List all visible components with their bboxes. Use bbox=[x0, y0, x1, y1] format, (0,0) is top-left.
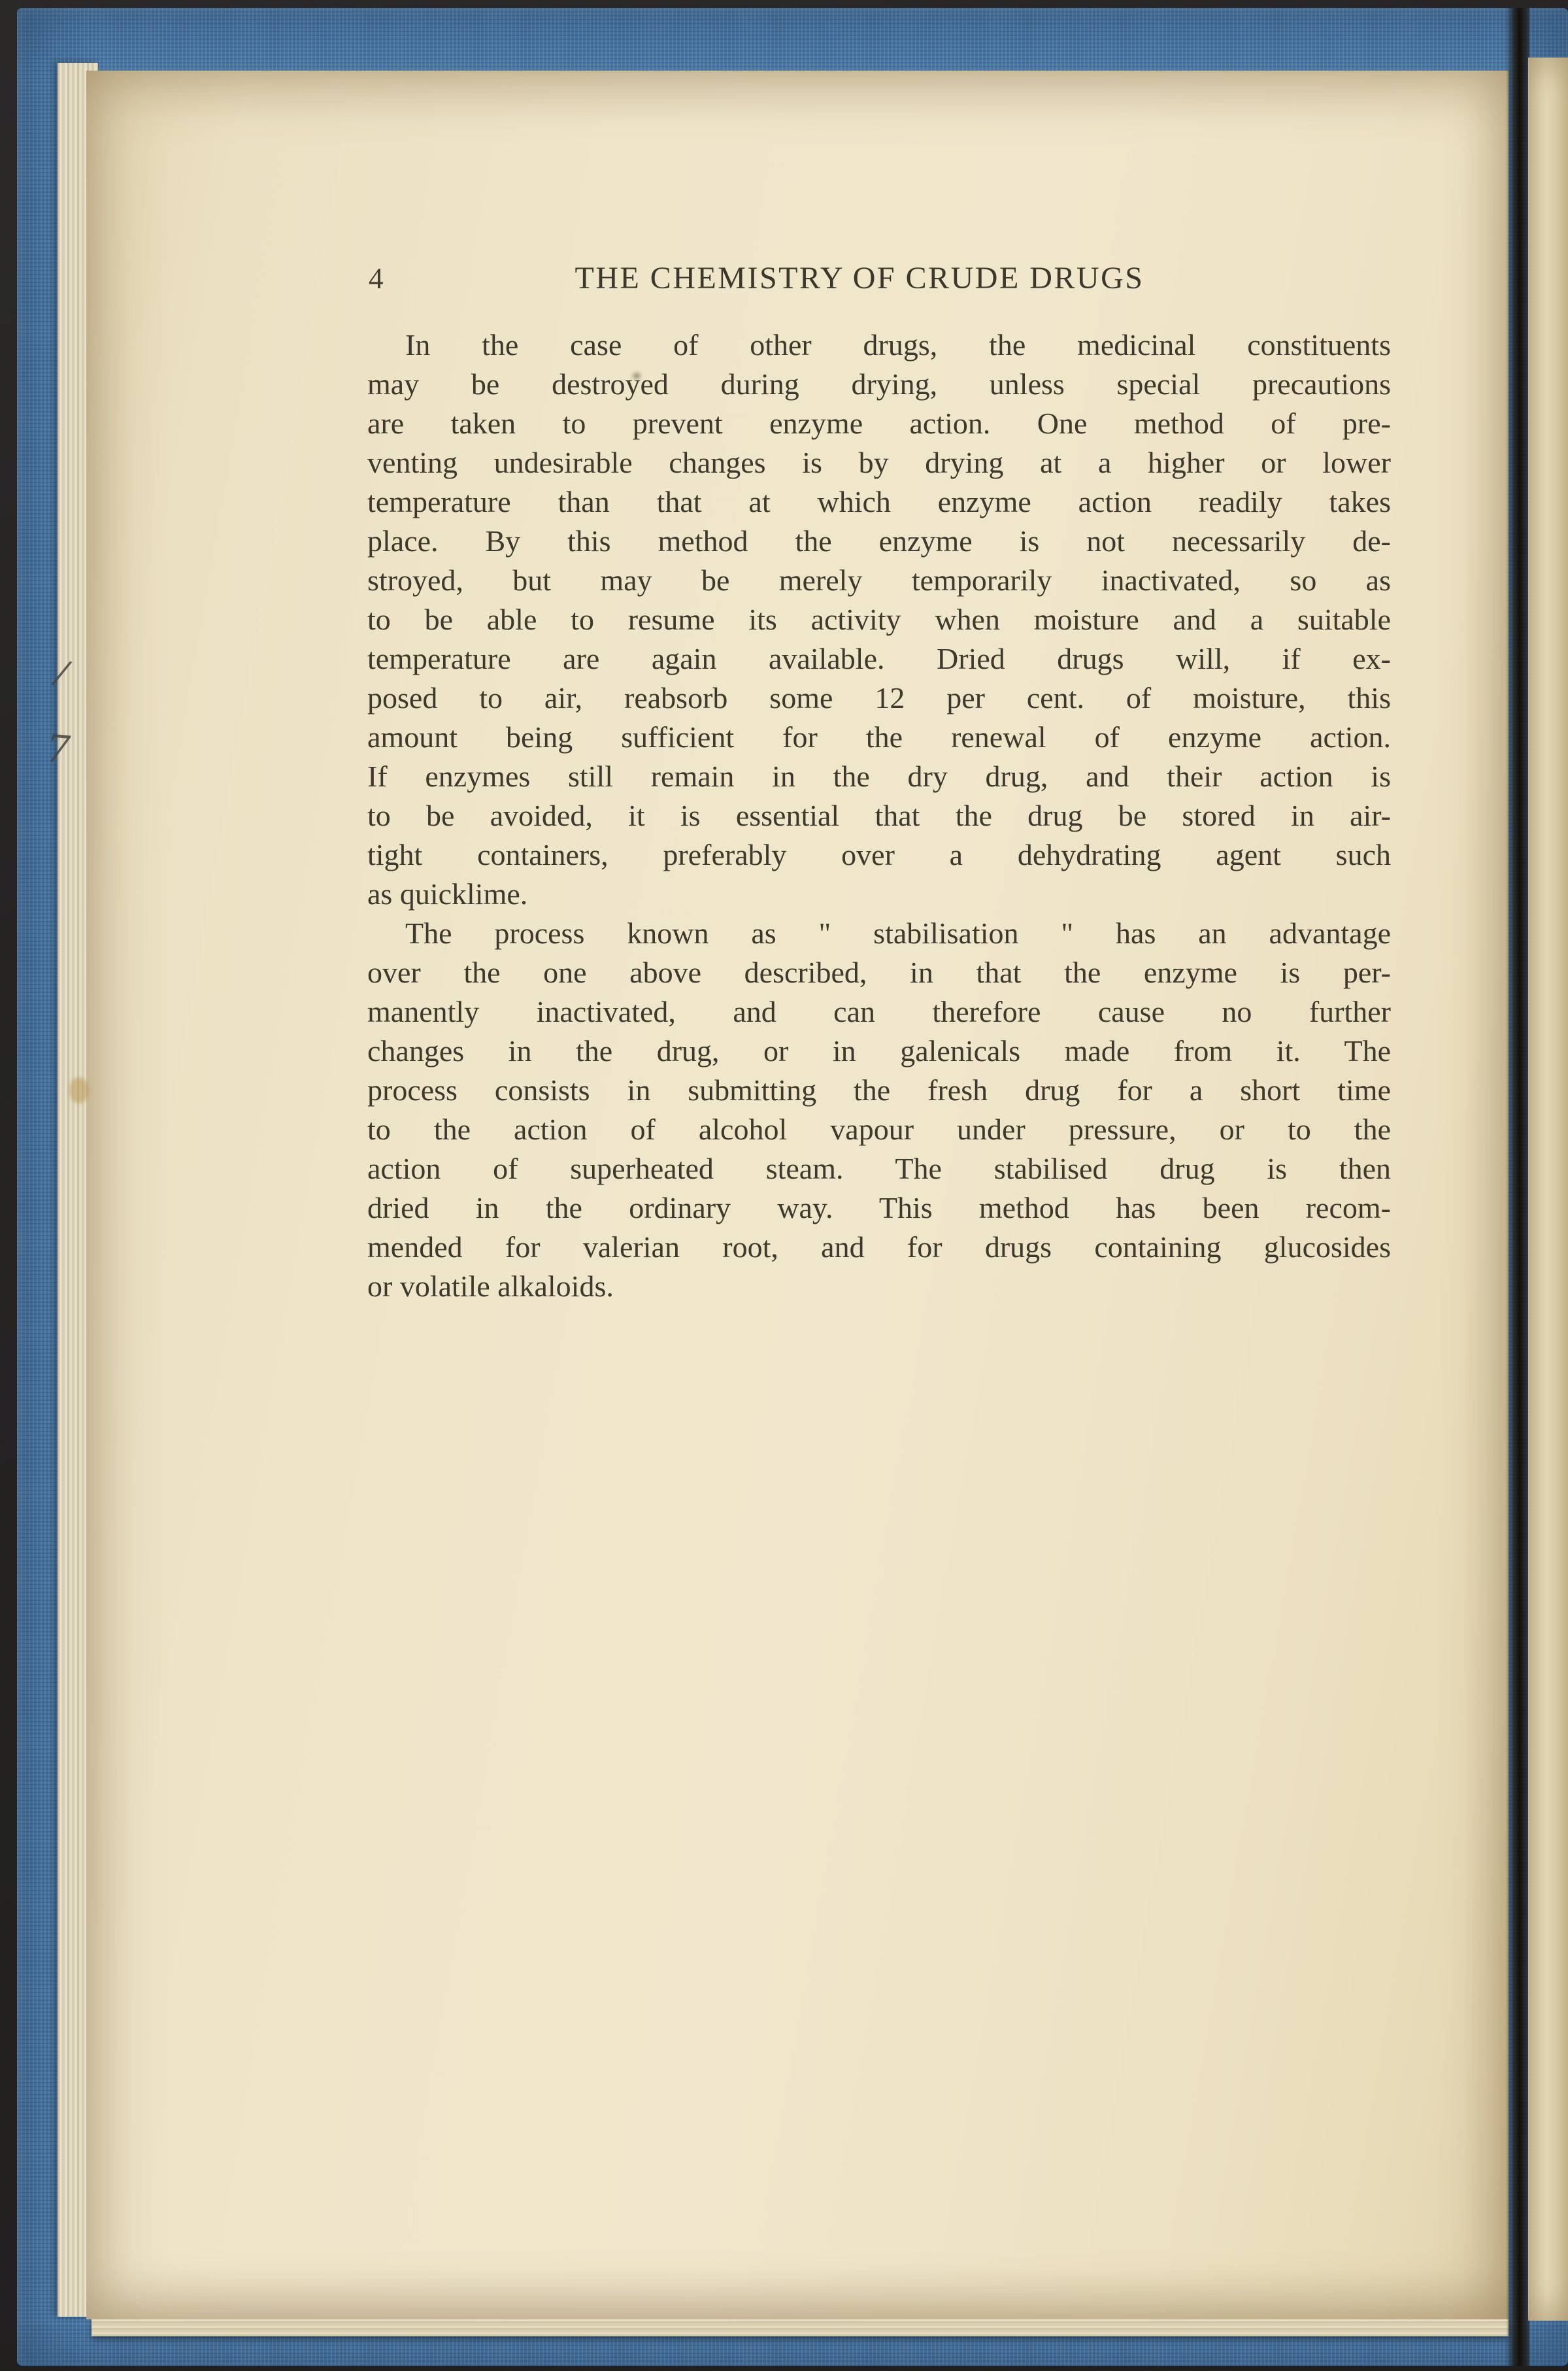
text-line: temperature than that at which enzyme action readily takes bbox=[367, 485, 1391, 518]
text-line: manently inactivated, and can therefore cause no further bbox=[367, 995, 1391, 1028]
text-line: over the one above described, in that the enzyme is per- bbox=[367, 956, 1391, 989]
page-header bbox=[367, 255, 1391, 302]
text-line: dried in the ordinary way. This method has been recom- bbox=[367, 1191, 1391, 1224]
text-line: venting undesirable changes is by drying at a higher or lower bbox=[367, 446, 1391, 479]
text-line: The process known as " stabilisation " has an advantage bbox=[405, 916, 1391, 950]
text-line: as quicklime. bbox=[367, 877, 528, 911]
next-page-edge bbox=[1528, 58, 1568, 2321]
running-title: THE CHEMISTRY OF CRUDE DRUGS bbox=[575, 261, 1144, 295]
page-gutter-shadow bbox=[1506, 8, 1529, 2366]
age-stain bbox=[69, 1077, 89, 1103]
text-line: or volatile alkaloids. bbox=[367, 1270, 614, 1303]
text-line: tight containers, preferably over a dehydrating agent such bbox=[367, 838, 1391, 871]
text-line: mended for valerian root, and for drugs containing glucosides bbox=[367, 1230, 1391, 1264]
page-number: 4 bbox=[369, 262, 384, 295]
text-line: In the case of other drugs, the medicinal constituents bbox=[405, 328, 1391, 362]
text-line: posed to air, reabsorb some 12 per cent. of moisture, this bbox=[367, 681, 1391, 715]
ink-speck bbox=[633, 373, 641, 379]
text-line: to be avoided, it is essential that the drug be stored in air- bbox=[367, 799, 1391, 832]
text-line: temperature are again available. Dried drugs will, if ex- bbox=[367, 642, 1391, 675]
text-line: may be destroyed during drying, unless special precautions bbox=[367, 367, 1391, 401]
text-line: If enzymes still remain in the dry drug, and their action is bbox=[367, 760, 1391, 793]
handwritten-mark: 7 bbox=[44, 726, 72, 773]
book-page bbox=[86, 71, 1509, 2319]
text-line: changes in the drug, or in galenicals made from it. The bbox=[367, 1034, 1391, 1068]
handwritten-mark: / bbox=[52, 652, 71, 693]
page-body bbox=[367, 326, 1391, 1306]
text-line: to the action of alcohol vapour under pressure, or to the bbox=[367, 1113, 1391, 1146]
text-line: stroyed, but may be merely temporarily inactivated, so as bbox=[367, 563, 1391, 597]
text-line: amount being sufficient for the renewal of enzyme action. bbox=[367, 720, 1391, 754]
text-line: process consists in submitting the fresh drug for a short time bbox=[367, 1073, 1391, 1107]
text-line: to be able to resume its activity when moisture and a suitable bbox=[367, 603, 1391, 636]
page-stack-bottom-edges bbox=[92, 2318, 1509, 2336]
text-line: place. By this method the enzyme is not necessarily de- bbox=[367, 524, 1391, 558]
text-line: action of superheated steam. The stabilised drug is then bbox=[367, 1152, 1391, 1185]
text-line: are taken to prevent enzyme action. One method of pre- bbox=[367, 407, 1391, 440]
